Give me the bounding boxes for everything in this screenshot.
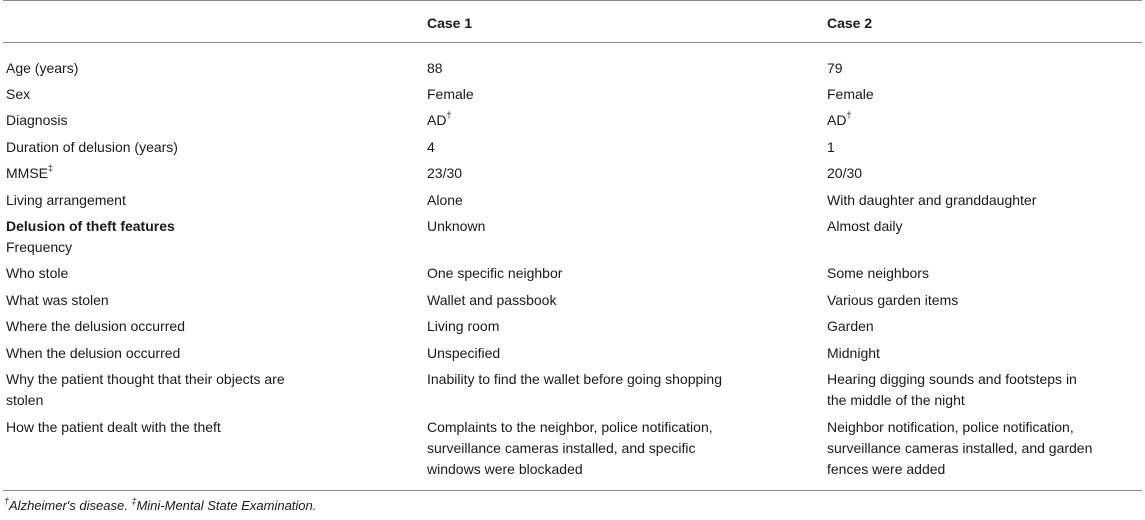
table-bottom-rule	[3, 490, 1142, 491]
row-who-stole-case1: One specific neighbor	[427, 265, 563, 281]
row-why-label-line1: Why the patient thought that their objects are	[6, 371, 285, 387]
row-frequency-case2: Almost daily	[827, 218, 903, 234]
row-where-case1: Living room	[427, 318, 500, 334]
row-what-stolen-case2: Various garden items	[827, 292, 959, 308]
row-sex-case1: Female	[427, 86, 474, 102]
row-why-case2-line1: Hearing digging sounds and footsteps in	[827, 371, 1077, 387]
row-where-case2: Garden	[827, 318, 874, 334]
row-why-case2-line2: the middle of the night	[827, 392, 965, 408]
row-when-case1: Unspecified	[427, 345, 501, 361]
row-age-label: Age (years)	[6, 60, 79, 76]
row-living-case2: With daughter and granddaughter	[827, 192, 1037, 208]
table-footnote: †Alzheimer's disease. ‡Mini-Mental State Examination.	[4, 495, 317, 513]
row-duration-case2: 1	[827, 139, 835, 155]
row-diagnosis-case2: AD†	[827, 110, 852, 128]
header-rule	[3, 42, 1142, 43]
row-diagnosis-case1: AD†	[427, 110, 452, 128]
row-living-label: Living arrangement	[6, 192, 126, 208]
row-when-case2: Midnight	[827, 345, 880, 361]
row-what-stolen-case1: Wallet and passbook	[427, 292, 557, 308]
row-who-stole-label: Who stole	[6, 265, 69, 281]
row-how-case1-line2: surveillance cameras installed, and specific	[427, 440, 696, 456]
row-living-case1: Alone	[427, 192, 463, 208]
row-why-label-line2: stolen	[6, 392, 44, 408]
row-where-label: Where the delusion occurred	[6, 318, 185, 334]
row-duration-case1: 4	[427, 139, 435, 155]
row-how-case2-line2: surveillance cameras installed, and garden	[827, 440, 1093, 456]
row-sex-label: Sex	[6, 86, 31, 102]
row-when-label: When the delusion occurred	[6, 345, 181, 361]
row-why-case1: Inability to find the wallet before going shopping	[427, 371, 722, 387]
row-mmse-label: MMSE‡	[6, 163, 54, 181]
table-top-rule	[3, 0, 1142, 1]
row-age-case1: 88	[427, 60, 443, 76]
row-frequency-case1: Unknown	[427, 218, 486, 234]
row-diagnosis-label: Diagnosis	[6, 112, 68, 128]
row-how-case2-line1: Neighbor notification, police notification,	[827, 419, 1074, 435]
row-mmse-case1: 23/30	[427, 165, 463, 181]
row-age-case2: 79	[827, 60, 843, 76]
row-frequency-label: Frequency	[6, 239, 73, 255]
section-heading-theft-features: Delusion of theft features	[6, 218, 175, 234]
row-mmse-case2: 20/30	[827, 165, 863, 181]
row-how-case1-line3: windows were blockaded	[427, 461, 583, 477]
row-how-case2-line3: fences were added	[827, 461, 946, 477]
row-who-stole-case2: Some neighbors	[827, 265, 929, 281]
row-how-label: How the patient dealt with the theft	[6, 419, 221, 435]
row-what-stolen-label: What was stolen	[6, 292, 109, 308]
header-case-2: Case 2	[827, 15, 873, 31]
row-duration-label: Duration of delusion (years)	[6, 139, 178, 155]
row-how-case1-line1: Complaints to the neighbor, police notification,	[427, 419, 713, 435]
header-case-1: Case 1	[427, 15, 473, 31]
row-sex-case2: Female	[827, 86, 874, 102]
